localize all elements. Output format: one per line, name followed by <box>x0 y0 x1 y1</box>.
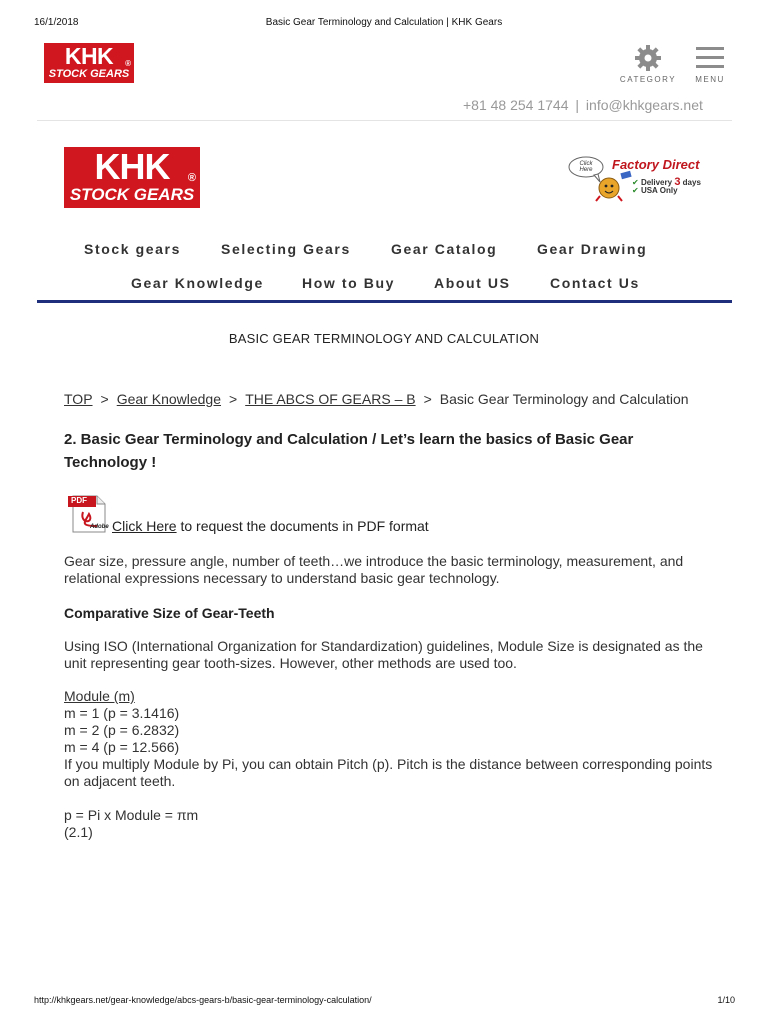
email-link[interactable]: info@khkgears.net <box>585 97 703 113</box>
header-divider <box>37 120 732 121</box>
gear-icon <box>634 44 662 72</box>
module-line: m = 2 (p = 6.2832) <box>64 722 180 738</box>
banner-usa-only: ✔ USA Only <box>632 186 678 195</box>
print-page-title: Basic Gear Terminology and Calculation | KHK Gears <box>265 17 503 28</box>
module-label: Module (m) <box>64 688 135 704</box>
phone-number[interactable]: +81 48 254 1744 <box>463 97 569 113</box>
banner-delivery: ✔ Delivery 3 days <box>632 176 701 188</box>
iso-paragraph: Using ISO (International Organization for Standardization) guidelines, Module Size is designated as the unit representing gear tooth-sizes. However, other methods are used too. <box>64 638 703 671</box>
menu-button[interactable] <box>690 44 730 84</box>
nav-how-to-buy[interactable]: How to Buy <box>302 275 395 291</box>
breadcrumb-gear-knowledge[interactable]: Gear Knowledge <box>116 391 222 407</box>
intro-paragraph: Gear size, pressure angle, number of teeth…we introduce the basic terminology, measurement, and relational expressions necessary to understand basic gear technology. <box>64 553 684 586</box>
breadcrumb <box>64 391 689 407</box>
module-line: m = 4 (p = 12.566) <box>64 739 180 755</box>
pdf-icon[interactable] <box>67 494 109 534</box>
nav-contact-us[interactable]: Contact Us <box>550 275 640 291</box>
breadcrumb-separator: > <box>423 391 432 407</box>
logo-text-stock-gears: STOCK GEARS <box>48 68 130 80</box>
module-block <box>64 688 714 841</box>
formula-reference: (2.1) <box>64 824 93 840</box>
breadcrumb-separator: > <box>229 391 238 407</box>
nav-gear-knowledge[interactable]: Gear Knowledge <box>131 275 264 291</box>
pitch-formula: p = Pi x Module = πm <box>64 807 199 823</box>
nav-stock-gears[interactable]: Stock gears <box>84 241 181 257</box>
nav-gear-catalog[interactable]: Gear Catalog <box>391 241 498 257</box>
hamburger-menu-icon <box>696 44 724 72</box>
pitch-paragraph: If you multiply Module by Pi, you can obtain Pitch (p). Pitch is the distance between corresponding points on adjacent teeth. <box>64 756 713 789</box>
nav-about-us[interactable]: About US <box>434 275 511 291</box>
contact-separator: | <box>575 97 580 113</box>
pdf-icon-brand: Adobe <box>90 524 109 530</box>
khk-logo-large[interactable] <box>64 147 200 208</box>
banner-bubble-text: Click Here <box>579 161 593 173</box>
breadcrumb-current: Basic Gear Terminology and Calculation <box>439 391 689 407</box>
breadcrumb-separator: > <box>100 391 109 407</box>
logo-reg-mark: ® <box>125 59 131 68</box>
logo-large-reg-mark: ® <box>187 172 196 184</box>
print-date: 16/1/2018 <box>34 17 79 28</box>
pdf-icon-label: PDF <box>71 496 87 505</box>
nav-gear-drawing[interactable]: Gear Drawing <box>537 241 648 257</box>
contact-info <box>463 97 703 113</box>
pdf-request-line <box>112 518 429 534</box>
module-line: m = 1 (p = 3.1416) <box>64 705 180 721</box>
category-button[interactable] <box>618 44 678 84</box>
print-footer-page: 1/10 <box>717 995 735 1005</box>
subheading-comparative-size: Comparative Size of Gear-Teeth <box>64 605 275 621</box>
logo-large-text-khk: KHK <box>94 147 170 187</box>
nav-selecting-gears[interactable]: Selecting Gears <box>221 241 351 257</box>
category-label: CATEGORY <box>619 75 677 84</box>
pdf-request-text: to request the documents in PDF format <box>176 518 429 534</box>
print-footer-url: http://khkgears.net/gear-knowledge/abcs-gears-b/basic-gear-terminology-calculation/ <box>34 995 372 1005</box>
logo-large-text-stock-gears: STOCK GEARS <box>69 185 195 204</box>
nav-underline-bar <box>37 300 732 303</box>
factory-direct-banner[interactable] <box>566 152 706 202</box>
pdf-click-here-link[interactable]: Click Here <box>112 518 177 534</box>
breadcrumb-top[interactable]: TOP <box>64 391 93 407</box>
breadcrumb-abcs-of-gears-b[interactable]: THE ABCS OF GEARS – B <box>245 391 416 407</box>
section-title: BASIC GEAR TERMINOLOGY AND CALCULATION <box>228 331 540 346</box>
khk-logo-small[interactable] <box>44 43 134 83</box>
menu-label: MENU <box>695 75 725 84</box>
article-heading: 2. Basic Gear Terminology and Calculation / Let’s learn the basics of Basic Gear Technology ! <box>64 431 634 471</box>
logo-text-khk: KHK <box>64 43 114 69</box>
banner-title: Factory Direct <box>612 157 700 172</box>
